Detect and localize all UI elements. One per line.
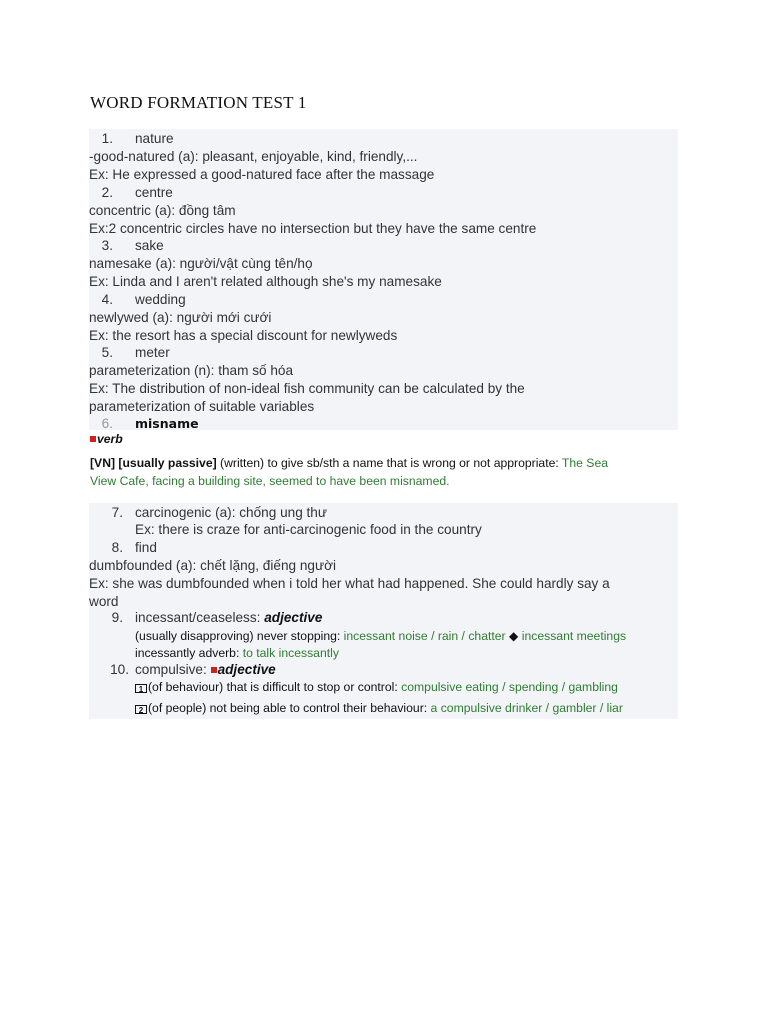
item-example: Ex: Linda and I aren't related although she's my namesake: [89, 274, 442, 289]
item-example: Ex: The distribution of non-ideal fish community can be calculated by the: [89, 381, 525, 396]
compulsive-sense-1: 1 (of behaviour) that is difficult to stop or control: compulsive eating / spending / gambling: [135, 679, 618, 696]
item-word: incessant/ceaseless: adjective: [135, 610, 323, 625]
word-list-block-2: [89, 503, 678, 719]
misname-definition: [VN] [usually passive] (written) to give sb/sth a name that is wrong or not appropriate: The Sea: [90, 456, 608, 470]
compulsive-sense-2: 2 (of people) not being able to control their behaviour: a compulsive drinker / gambler / liar: [135, 700, 623, 717]
item-definition: concentric (a): đồng tâm: [89, 203, 236, 218]
pos-label: adjective: [217, 662, 276, 677]
example-text: to talk incessantly: [242, 646, 339, 660]
item-word: sake: [135, 238, 164, 253]
item-word: compulsive: adjective: [135, 662, 276, 677]
item-number: 1.: [101, 131, 113, 146]
item-word: carcinogenic (a): chống ung thư: [135, 505, 327, 520]
item-number: 9.: [111, 610, 123, 625]
item-example: Ex: she was dumbfounded when i told her what had happened. She could hardly say a: [89, 576, 610, 591]
item-word: centre: [135, 185, 173, 200]
part-of-speech-verb: verb: [90, 431, 123, 448]
example-text: a compulsive drinker / gambler / liar: [430, 701, 623, 715]
item-definition: dumbfounded (a): chết lặng, điếng người: [89, 558, 337, 573]
example-text: The Sea: [561, 456, 608, 470]
item-definition: namesake (a): người/vật cùng tên/họ: [89, 256, 313, 271]
pos-marker-icon: [90, 436, 96, 442]
example-text: incessant noise / rain / chatter: [343, 629, 506, 643]
item-definition: -good-natured (a): pleasant, enjoyable, kind, friendly,...: [89, 149, 418, 164]
item-word: nature: [135, 131, 174, 146]
separator-diamond: ◆: [505, 629, 522, 643]
item-word: meter: [135, 345, 170, 360]
item-number: 3.: [101, 238, 113, 253]
item-example-continued: parameterization of suitable variables: [89, 399, 315, 414]
pos-label: adjective: [264, 610, 323, 625]
grammar-code: [VN] [usually passive]: [90, 456, 217, 470]
item-example: Ex:2 concentric circles have no intersection but they have the same centre: [89, 221, 537, 236]
misname-example-continued: View Cafe, facing a building site, seemed to have been misnamed.: [90, 474, 450, 488]
item-number: 5.: [101, 345, 113, 360]
item-number: 2.: [101, 185, 113, 200]
item-word: find: [135, 540, 157, 555]
item-example: Ex: He expressed a good-natured face after the massage: [89, 167, 435, 182]
incessant-definition: (usually disapproving) never stopping: incessant noise / rain / chatter ◆ incessant meetings: [135, 629, 627, 643]
page-title: WORD FORMATION TEST 1: [90, 93, 307, 112]
sense-number-icon: 2: [135, 705, 147, 714]
item-example-continued: word: [89, 594, 119, 609]
incessant-adverb: incessantly adverb: to talk incessantly: [135, 646, 339, 660]
item-definition: parameterization (n): tham số hóa: [89, 363, 294, 378]
item-word: misname: [135, 416, 199, 431]
sense-number-icon: 1: [135, 684, 147, 693]
pos-marker-icon: [211, 667, 217, 673]
item-number: 8.: [111, 540, 123, 555]
example-text: compulsive eating / spending / gambling: [401, 680, 618, 694]
item-definition: newlywed (a): người mới cưới: [89, 310, 272, 325]
example-text: incessant meetings: [521, 629, 627, 643]
word-list-block-1: [89, 129, 678, 430]
item-example: Ex: the resort has a special discount for newlyweds: [89, 328, 398, 343]
item-number: 6.: [101, 416, 113, 431]
item-example: Ex: there is craze for anti-carcinogenic food in the country: [135, 522, 482, 537]
item-number: 10.: [110, 662, 129, 677]
item-number: 4.: [101, 292, 113, 307]
item-number: 7.: [111, 505, 123, 520]
item-word: wedding: [135, 292, 186, 307]
